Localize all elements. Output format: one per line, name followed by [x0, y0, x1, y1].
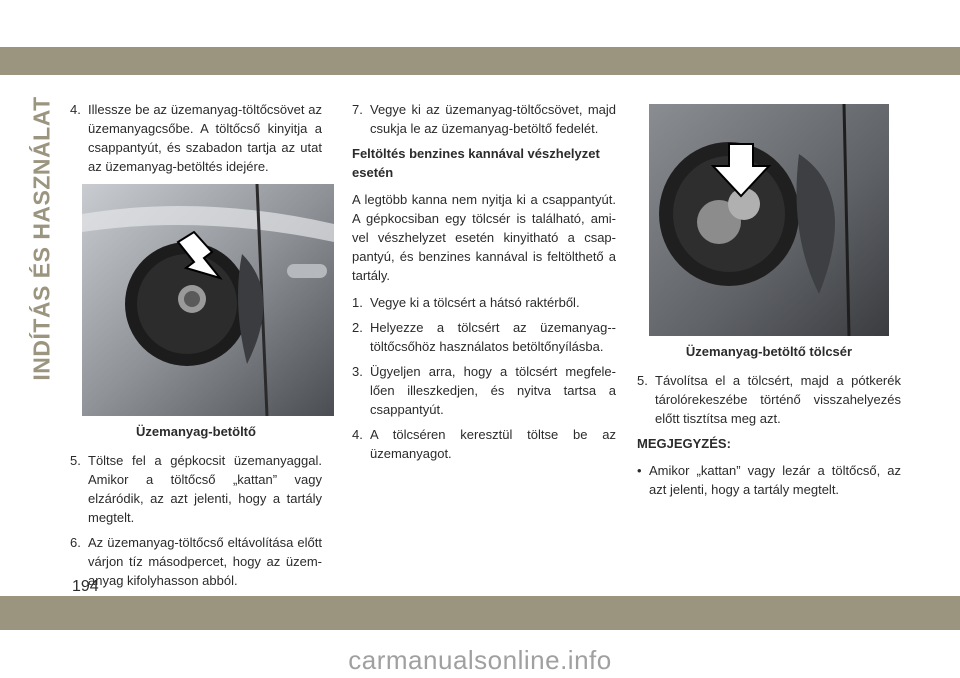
step-number: 1. — [352, 295, 363, 310]
column-1 — [70, 100, 322, 596]
step-number: 2. — [352, 320, 363, 335]
column-3 — [637, 104, 901, 499]
step-number: 5. — [70, 453, 81, 468]
step-number: 6. — [70, 535, 81, 550]
intro-paragraph: A legtöbb kanna nem nyitja ki a csappantyút. A gépkocsiban egy tölcsér is található, ami-vel vészhelyzet esetén kinyitható a csap-pantyú, és benzines kannával is feltölthető a tartály. — [352, 192, 616, 283]
footer-band — [0, 596, 960, 630]
step-6 — [70, 533, 322, 590]
step-text: Ügyeljen arra, hogy a tölcsért megfele-lően illeszkedjen, és nyitva tartsa a csappantyút. — [370, 364, 616, 417]
funnel-image — [649, 104, 889, 336]
step-number: 7. — [352, 102, 363, 117]
fuel-filler-image — [82, 184, 334, 416]
note-heading: MEGJEGYZÉS: — [637, 436, 731, 451]
figure-caption: Üzemanyag-betöltő tölcsér — [685, 344, 853, 359]
page-number: 194 — [72, 578, 99, 595]
step-number: 4. — [70, 102, 81, 117]
header-band — [0, 47, 960, 75]
section-tab — [28, 96, 56, 380]
funnel-step-4 — [352, 425, 616, 463]
bullet-icon: • — [637, 463, 642, 478]
step-text: Töltse fel a gépkocsit üzemanyaggal. Amikor a töltőcső „kattan” vagy elzáródik, az azt jelenti, hogy a tartály megtelt. — [88, 453, 322, 525]
step-text: Távolítsa el a tölcsért, majd a pótkerék tárolórekeszébe történő visszahelyezés előtt tisztítsa meg azt. — [655, 373, 901, 426]
section-tab-label: INDÍTÁS ÉS HASZNÁLAT — [28, 95, 55, 381]
note-text: Amikor „kattan” vagy lezár a töltőcső, az azt jelenti, hogy a tartály megtelt. — [649, 463, 901, 497]
step-7 — [352, 100, 616, 138]
funnel-photo — [649, 104, 889, 336]
column-2 — [352, 100, 616, 469]
step-text: Vegye ki az üzemanyag-töltőcsövet, majd csukja le az üzemanyag-betöltő fedelét. — [370, 102, 616, 136]
step-text: Vegye ki a tölcsért a hátsó raktérből. — [370, 295, 580, 310]
note-item — [637, 461, 901, 499]
funnel-step-2 — [352, 318, 616, 356]
step-number: 4. — [352, 427, 363, 442]
step-4 — [70, 100, 322, 176]
funnel-step-1 — [352, 293, 616, 312]
funnel-step-3 — [352, 362, 616, 419]
step-5 — [70, 451, 322, 527]
step-text: A tölcséren keresztül töltse be az üzemanyagot. — [370, 427, 616, 461]
fuel-filler-photo — [82, 184, 334, 416]
section-heading: Feltöltés benzines kannával vészhelyzet esetén — [352, 146, 600, 180]
step-number: 5. — [637, 373, 648, 388]
step-text: Az üzemanyag-töltőcső eltávolítása előtt várjon tíz másodpercet, hogy az üzem-anyag kifolyhasson abból. — [88, 535, 322, 588]
step-text: Helyezze a tölcsért az üzemanyag--töltőcsőhöz használatos betöltőnyílásba. — [370, 320, 616, 354]
funnel-step-5 — [637, 371, 901, 428]
watermark: carmanualsonline.info — [348, 645, 612, 675]
step-text: Illessze be az üzemanyag-töltőcsövet az üzemanyagcsőbe. A töltőcső kinyitja a csappantyút, és szabadon tartja az utat az üzemanyag-betöltés idejére. — [88, 102, 322, 174]
figure-caption: Üzemanyag-betöltő — [136, 424, 256, 439]
step-number: 3. — [352, 364, 363, 379]
